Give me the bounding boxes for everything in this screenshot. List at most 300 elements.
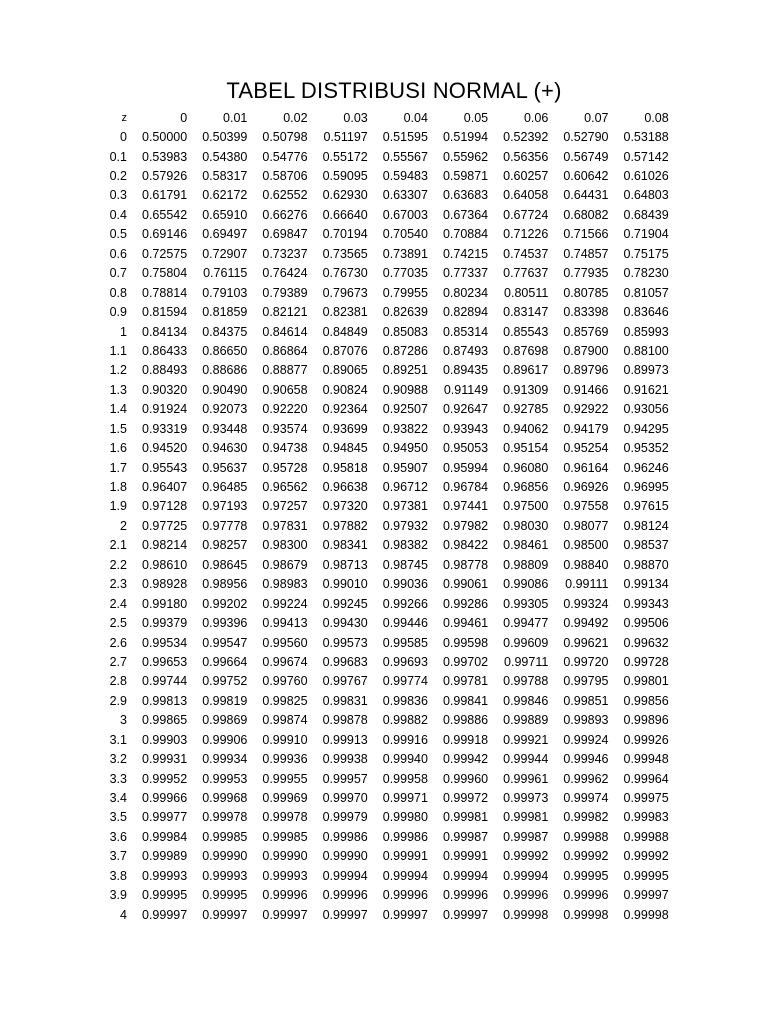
probability-cell: 0.99916 [382,732,428,747]
probability-cell: 0.99957 [322,771,368,786]
table-row [55,419,669,438]
table-body [55,127,669,924]
column-header: 0.08 [644,110,669,125]
probability-cell: 0.63683 [442,188,489,203]
probability-cell: 0.53983 [142,149,188,164]
probability-cell: 0.96562 [262,480,308,495]
probability-cell: 0.98257 [202,538,248,553]
probability-cell: 0.99981 [503,810,549,825]
probability-cell: 0.99882 [382,713,428,728]
probability-cell: 0.99968 [202,791,248,806]
probability-cell: 0.99266 [382,596,428,611]
probability-cell: 0.89251 [382,363,428,378]
probability-cell: 0.99324 [563,596,609,611]
probability-cell: 0.95818 [322,460,368,475]
probability-cell: 0.99936 [262,752,308,767]
probability-cell: 0.83398 [563,305,609,320]
probability-cell: 0.99180 [142,596,188,611]
probability-cell: 0.99931 [142,752,188,767]
probability-cell: 0.81594 [142,305,188,320]
probability-cell: 0.54776 [262,149,308,164]
probability-cell: 0.63307 [382,188,428,203]
z-value-cell: 1.7 [109,460,127,475]
probability-cell: 0.55567 [382,149,428,164]
probability-cell: 0.99994 [503,868,549,883]
z-value-cell: 3.7 [109,849,127,864]
probability-cell: 0.76730 [322,266,368,281]
probability-cell: 0.99948 [623,752,669,767]
probability-cell: 0.67003 [382,207,428,222]
z-value-cell: 0.3 [109,188,127,203]
table-row [55,672,669,691]
probability-cell: 0.90988 [382,382,428,397]
probability-cell: 0.99961 [503,771,549,786]
probability-cell: 0.78814 [142,285,188,300]
probability-cell: 0.99938 [322,752,368,767]
probability-cell: 0.99893 [563,713,609,728]
probability-cell: 0.83646 [623,305,669,320]
probability-cell: 0.99990 [262,849,308,864]
probability-cell: 0.54380 [202,149,248,164]
probability-cell: 0.90824 [322,382,368,397]
probability-cell: 0.99910 [262,732,308,747]
table-row [55,808,669,827]
probability-cell: 0.99801 [623,674,669,689]
probability-cell: 0.96485 [202,480,248,495]
probability-cell: 0.99547 [202,635,248,650]
probability-cell: 0.98713 [322,557,368,572]
table-row [55,302,669,321]
probability-cell: 0.99134 [623,577,669,592]
probability-cell: 0.99992 [563,849,609,864]
probability-cell: 0.99966 [142,791,188,806]
column-header: 0.04 [403,110,428,125]
probability-cell: 0.99702 [442,654,489,669]
z-value-cell: 4 [120,907,127,922]
table-row [55,516,669,535]
probability-cell: 0.64058 [503,188,549,203]
probability-cell: 0.99955 [262,771,308,786]
probability-cell: 0.65910 [202,207,248,222]
probability-cell: 0.99878 [322,713,368,728]
z-value-cell: 0.7 [109,266,127,281]
probability-cell: 0.69146 [142,227,188,242]
probability-cell: 0.86433 [142,343,188,358]
probability-cell: 0.62930 [322,188,368,203]
probability-cell: 0.93448 [202,421,248,436]
probability-cell: 0.99010 [322,577,368,592]
probability-cell: 0.99996 [382,888,428,903]
probability-cell: 0.88100 [623,343,669,358]
probability-cell: 0.99111 [565,577,609,592]
z-value-cell: 0.1 [109,149,127,164]
probability-cell: 0.87698 [503,343,549,358]
column-header: 0.02 [283,110,308,125]
probability-cell: 0.88686 [202,363,248,378]
probability-cell: 0.99202 [202,596,248,611]
probability-cell: 0.99952 [142,771,188,786]
probability-cell: 0.60642 [563,169,609,184]
probability-cell: 0.99986 [382,829,428,844]
z-value-cell: 3 [120,713,127,728]
probability-cell: 0.70194 [322,227,368,242]
probability-cell: 0.74537 [503,246,549,261]
probability-cell: 0.99795 [563,674,609,689]
probability-cell: 0.93056 [623,402,669,417]
probability-cell: 0.99985 [262,829,308,844]
probability-cell: 0.99998 [563,907,609,922]
probability-cell: 0.97128 [142,499,188,514]
probability-cell: 0.84375 [202,324,248,339]
z-value-cell: 0.2 [109,169,127,184]
probability-cell: 0.97381 [382,499,428,514]
z-value-cell: 1.4 [109,402,127,417]
probability-cell: 0.96926 [563,480,609,495]
probability-cell: 0.98461 [503,538,549,553]
table-row [55,866,669,885]
table-row [55,458,669,477]
z-value-cell: 2.2 [109,557,127,572]
z-value-cell: 2.5 [109,616,127,631]
z-value-cell: 2.8 [109,674,127,689]
table-row [55,555,669,574]
z-value-cell: 1.5 [109,421,127,436]
probability-cell: 0.97882 [322,518,368,533]
table-row [55,477,669,496]
probability-cell: 0.59483 [382,169,428,184]
probability-cell: 0.99461 [442,616,489,631]
probability-cell: 0.99924 [563,732,609,747]
probability-cell: 0.96995 [623,480,669,495]
probability-cell: 0.95053 [442,441,489,456]
table-row [55,886,669,905]
z-value-cell: 0.4 [109,207,127,222]
probability-cell: 0.92922 [563,402,609,417]
probability-cell: 0.93319 [142,421,188,436]
probability-cell: 0.99986 [322,829,368,844]
page-title: TABEL DISTRIBUSI NORMAL (+) [226,78,562,103]
probability-cell: 0.99995 [623,868,669,883]
probability-cell: 0.99971 [382,791,428,806]
probability-cell: 0.99964 [623,771,669,786]
probability-cell: 0.77935 [563,266,609,281]
probability-cell: 0.58706 [262,169,308,184]
probability-cell: 0.52392 [503,130,549,145]
probability-cell: 0.98983 [262,577,308,592]
column-header: 0.03 [343,110,368,125]
probability-cell: 0.97778 [202,518,248,533]
probability-cell: 0.99477 [503,616,549,631]
probability-cell: 0.96080 [503,460,549,475]
probability-cell: 0.99991 [382,849,428,864]
table-row [55,652,669,671]
probability-cell: 0.98537 [623,538,669,553]
table-row [55,788,669,807]
probability-cell: 0.99869 [202,713,248,728]
header-row [55,108,669,127]
probability-cell: 0.57926 [142,169,188,184]
probability-cell: 0.99305 [503,596,549,611]
probability-cell: 0.97932 [382,518,428,533]
probability-cell: 0.64803 [623,188,669,203]
probability-cell: 0.99979 [322,810,368,825]
z-value-cell: 1.6 [109,441,127,456]
probability-cell: 0.92220 [262,402,308,417]
probability-cell: 0.84849 [322,324,368,339]
probability-cell: 0.75175 [623,246,669,261]
probability-cell: 0.60257 [503,169,549,184]
z-value-cell: 3.2 [109,752,127,767]
probability-cell: 0.99379 [142,616,188,631]
probability-cell: 0.99997 [382,907,428,922]
probability-cell: 0.99856 [623,693,669,708]
probability-cell: 0.99921 [503,732,549,747]
probability-cell: 0.99996 [442,888,489,903]
probability-cell: 0.99913 [322,732,368,747]
probability-cell: 0.99991 [442,849,489,864]
probability-cell: 0.87493 [442,343,489,358]
column-header: z [121,111,127,124]
probability-cell: 0.99728 [623,654,669,669]
probability-cell: 0.82639 [382,305,428,320]
probability-cell: 0.96638 [322,480,368,495]
probability-cell: 0.97257 [262,499,308,514]
probability-cell: 0.71226 [503,227,549,242]
probability-cell: 0.99086 [503,577,549,592]
probability-cell: 0.78230 [623,266,669,281]
probability-cell: 0.92785 [503,402,549,417]
probability-cell: 0.85769 [563,324,609,339]
probability-cell: 0.99851 [563,693,609,708]
probability-cell: 0.99693 [382,654,428,669]
probability-cell: 0.76115 [203,266,248,281]
probability-cell: 0.95907 [382,460,428,475]
probability-cell: 0.62172 [202,188,248,203]
probability-cell: 0.66276 [262,207,308,222]
table-row [55,749,669,768]
probability-cell: 0.97982 [442,518,489,533]
probability-cell: 0.95994 [442,460,489,475]
probability-cell: 0.99598 [442,635,489,650]
probability-cell: 0.77337 [442,266,489,281]
probability-cell: 0.87900 [563,343,609,358]
probability-cell: 0.99653 [142,654,188,669]
probability-cell: 0.97320 [322,499,368,514]
probability-cell: 0.97558 [563,499,609,514]
z-value-cell: 0.8 [109,285,127,300]
probability-cell: 0.99958 [382,771,428,786]
probability-cell: 0.96246 [623,460,669,475]
probability-cell: 0.99788 [503,674,549,689]
probability-cell: 0.97615 [623,499,669,514]
probability-cell: 0.99711 [504,654,549,669]
probability-cell: 0.99886 [442,713,489,728]
probability-cell: 0.77035 [382,266,428,281]
z-value-cell: 1.3 [109,382,127,397]
probability-cell: 0.99989 [142,849,188,864]
probability-cell: 0.59095 [322,169,368,184]
probability-cell: 0.96856 [503,480,549,495]
column-header: 0.05 [463,110,489,125]
probability-cell: 0.57142 [623,149,669,164]
probability-cell: 0.97725 [142,518,188,533]
probability-cell: 0.98679 [262,557,308,572]
table-row [55,380,669,399]
table-row [55,633,669,652]
probability-cell: 0.99997 [142,907,188,922]
probability-cell: 0.99997 [322,907,368,922]
z-value-cell: 0.5 [109,227,127,242]
table-row [55,205,669,224]
probability-cell: 0.98382 [382,538,428,553]
probability-cell: 0.99987 [503,829,549,844]
probability-cell: 0.52790 [563,130,609,145]
probability-cell: 0.99774 [382,674,428,689]
probability-cell: 0.92647 [442,402,489,417]
probability-cell: 0.94845 [322,441,368,456]
probability-cell: 0.99983 [623,810,669,825]
probability-cell: 0.96712 [382,480,428,495]
probability-cell: 0.99994 [322,868,368,883]
probability-cell: 0.99987 [442,829,489,844]
probability-cell: 0.74857 [563,246,609,261]
probability-cell: 0.99245 [322,596,368,611]
probability-cell: 0.99819 [202,693,248,708]
probability-cell: 0.89065 [322,363,368,378]
probability-cell: 0.99975 [623,791,669,806]
probability-cell: 0.91621 [623,382,669,397]
probability-cell: 0.99874 [262,713,308,728]
probability-cell: 0.99944 [503,752,549,767]
probability-cell: 0.99534 [142,635,188,650]
table-row [55,497,669,516]
probability-cell: 0.99036 [382,577,428,592]
probability-cell: 0.69847 [262,227,308,242]
probability-cell: 0.50000 [142,130,188,145]
probability-cell: 0.97831 [262,518,308,533]
probability-cell: 0.68439 [623,207,669,222]
z-value-cell: 3.9 [109,888,127,903]
probability-cell: 0.99934 [202,752,248,767]
probability-cell: 0.99998 [503,907,549,922]
probability-cell: 0.91149 [443,382,489,397]
z-value-cell: 3.1 [109,732,127,747]
probability-cell: 0.97193 [202,499,248,514]
z-value-cell: 1.2 [109,363,127,378]
z-value-cell: 0.9 [109,305,127,320]
table-row [55,536,669,555]
probability-cell: 0.56749 [563,149,609,164]
probability-cell: 0.51197 [323,130,368,145]
probability-cell: 0.77637 [503,266,549,281]
probability-cell: 0.88493 [142,363,188,378]
probability-cell: 0.99767 [322,674,368,689]
probability-cell: 0.70540 [382,227,428,242]
probability-cell: 0.51595 [382,130,428,145]
probability-cell: 0.98809 [503,557,549,572]
probability-cell: 0.85543 [503,324,549,339]
probability-cell: 0.93699 [322,421,368,436]
probability-cell: 0.90490 [202,382,248,397]
table-row [55,847,669,866]
probability-cell: 0.98928 [142,577,188,592]
probability-cell: 0.94062 [503,421,549,436]
probability-cell: 0.85314 [442,324,489,339]
probability-cell: 0.99940 [382,752,428,767]
probability-cell: 0.80785 [563,285,609,300]
probability-cell: 0.99997 [442,907,489,922]
probability-cell: 0.67364 [442,207,489,222]
probability-cell: 0.99992 [503,849,549,864]
z-value-cell: 2.1 [109,538,127,553]
probability-cell: 0.95154 [503,441,549,456]
probability-cell: 0.99889 [503,713,549,728]
probability-cell: 0.50798 [262,130,308,145]
probability-cell: 0.84134 [142,324,188,339]
probability-cell: 0.99992 [623,849,669,864]
probability-cell: 0.53188 [623,130,669,145]
probability-cell: 0.99061 [442,577,489,592]
probability-cell: 0.99997 [262,907,308,922]
probability-cell: 0.99760 [262,674,308,689]
probability-cell: 0.99343 [623,596,669,611]
probability-cell: 0.59871 [442,169,489,184]
probability-cell: 0.98840 [563,557,609,572]
probability-cell: 0.98645 [202,557,248,572]
probability-cell: 0.89435 [442,363,489,378]
probability-cell: 0.99984 [142,829,188,844]
probability-cell: 0.92364 [322,402,368,417]
column-header: 0.06 [523,110,549,125]
probability-cell: 0.99918 [442,732,489,747]
table-row [55,166,669,185]
probability-cell: 0.85993 [623,324,669,339]
table-row [55,905,669,924]
probability-cell: 0.99977 [142,810,188,825]
probability-cell: 0.99506 [623,616,669,631]
probability-cell: 0.99560 [262,635,308,650]
probability-cell: 0.99994 [442,868,489,883]
table-row [55,225,669,244]
probability-cell: 0.99846 [503,693,549,708]
probability-cell: 0.91924 [142,402,188,417]
probability-cell: 0.99446 [382,616,428,631]
probability-cell: 0.98077 [563,518,609,533]
probability-cell: 0.99990 [202,849,248,864]
z-value-cell: 3.8 [109,868,127,883]
z-value-cell: 1.1 [109,343,127,358]
probability-cell: 0.93943 [442,421,489,436]
probability-cell: 0.56356 [503,149,549,164]
probability-cell: 0.99674 [262,654,308,669]
probability-cell: 0.87286 [382,343,428,358]
probability-cell: 0.99993 [202,868,248,883]
table-row [55,283,669,302]
z-value-cell: 3.3 [109,771,127,786]
probability-cell: 0.95543 [142,460,188,475]
table-row [55,730,669,749]
probability-cell: 0.99752 [202,674,248,689]
probability-cell: 0.97441 [442,499,489,514]
probability-cell: 0.55172 [322,149,368,164]
probability-cell: 0.55962 [442,149,489,164]
probability-cell: 0.66640 [322,207,368,222]
probability-cell: 0.99926 [623,732,669,747]
probability-cell: 0.99978 [202,810,248,825]
probability-cell: 0.50399 [202,130,248,145]
probability-cell: 0.98422 [442,538,489,553]
column-header: 0.01 [223,110,248,125]
